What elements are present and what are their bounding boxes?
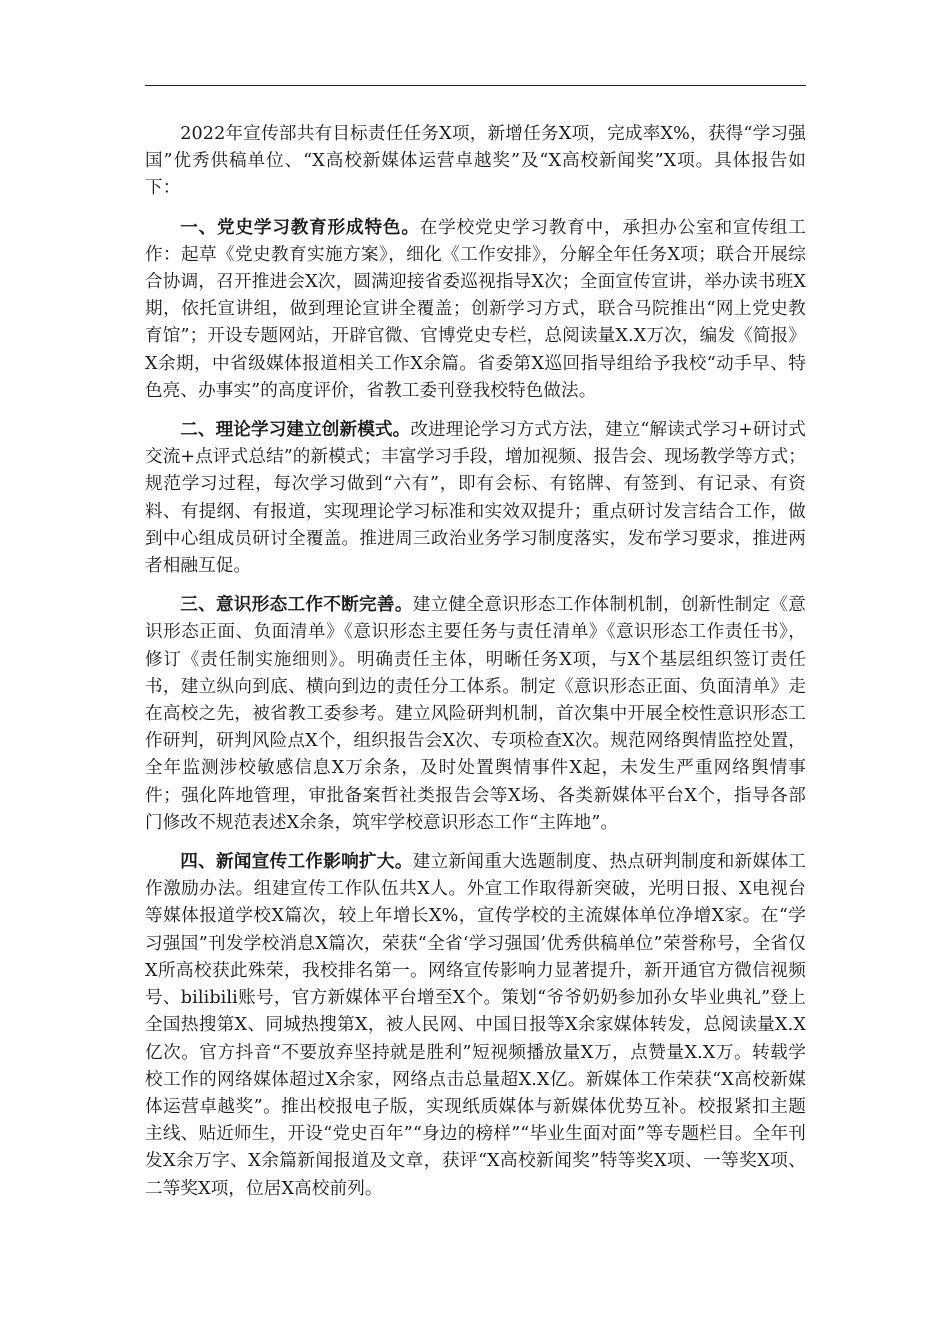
section-3-paragraph — [145, 592, 806, 837]
section-3-heading: 三、意识形态工作不断完善。 — [180, 595, 413, 616]
section-2-heading: 二、理论学习建立创新模式。 — [180, 420, 411, 441]
section-1-body: 在学校党史学习教育中，承担办公室和宣传组工作：起草《党史教育实施方案》，细化《工作安排》，分解全年任务X项；联合开展综合协调，召开推进会X次，圆满迎接省委巡视指导X次；全面宣传宣讲，举办读书班X期，依托宣讲组，做到理论宣讲全覆盖；创新学习方式，联合马院推出“网上党史教育馆”；开设专题网站，开辟官微、官博党史专栏，总阅读量X.X万次，编发《简报》X余期，中省级媒体报道相关工作X余篇。省委第X巡回指导组给予我校“动手早、特色亮、办事实”的高度评价，省教工委刊登我校特色做法。 — [145, 217, 806, 401]
document-body — [145, 121, 806, 1215]
section-2-body: 改进理论学习方式方法，建立“解读式学习+研讨式交流+点评式总结”的新模式；丰富学习手段，增加视频、报告会、现场教学等方式；规范学习过程，每次学习做到“六有”，即有会标、有铭牌、有签到、有记录、有资料、有提纲、有报道，实现理论学习标准和实效双提升；重点研讨发言结合工作，做到中心组成员研讨全覆盖。推进周三政治业务学习制度落实，发布学习要求，推进两者相融互促。 — [145, 420, 806, 577]
section-2-paragraph — [145, 417, 806, 580]
section-4-heading: 四、新闻宣传工作影响扩大。 — [180, 852, 413, 873]
intro-paragraph: 2022年宣传部共有目标责任任务X项，新增任务X项，完成率X%，获得“学习强国”优秀供稿单位、“X高校新媒体运营卓越奖”及“X高校新闻奖”X项。具体报告如下： — [145, 124, 806, 199]
section-1-heading: 一、党史学习教育形成特色。 — [180, 217, 420, 238]
section-4-paragraph — [145, 849, 806, 1203]
header-rule — [145, 85, 806, 86]
section-3-body: 建立健全意识形态工作体制机制，创新性制定《意识形态正面、负面清单》《意识形态主要任务与责任清单》《意识形态工作责任书》，修订《责任制实施细则》。明确责任主体，明晰任务X项，与X个基层组织签订责任书，建立纵向到底、横向到边的责任分工体系。制定《意识形态正面、负面清单》走在高校之先，被省教工委参考。建立风险研判机制，首次集中开展全校性意识形态工作研判，研判风险点X个，组织报告会X次、专项检查X次。规范网络舆情监控处置，全年监测涉校敏感信息X万余条，及时处置舆情事件X起，未发生严重网络舆情事件；强化阵地管理，审批备案哲社类报告会等X场、各类新媒体平台X个，指导各部门修改不规范表述X余条，筑牢学校意识形态工作“主阵地”。 — [145, 595, 806, 833]
section-1-paragraph — [145, 215, 806, 405]
section-4-body: 建立新闻重大选题制度、热点研判制度和新媒体工作激励办法。组建宣传工作队伍共X人。外宣工作取得新突破，光明日报、X电视台等媒体报道学校X篇次，较上年增长X%，宣传学校的主流媒体单位净增X家。在“学习强国”刊发学校消息X篇次，荣获“全省‘学习强国’优秀供稿单位”荣誉称号，全省仅X所高校获此殊荣，我校排名第一。网络宣传影响力显著提升，新开通官方微信视频号、bilibili账号，官方新媒体平台增至X个。策划“爷爷奶奶参加孙女毕业典礼”登上全国热搜第X、同城热搜第X，被人民网、中国日报等X余家媒体转发，总阅读量X.X亿次。官方抖音“不要放弃坚持就是胜利”短视频播放量X万，点赞量X.X万。转载学校工作的网络媒体超过X余家，网络点击总量超X.X亿。新媒体工作荣获“X高校新媒体运营卓越奖”。推出校报电子版，实现纸质媒体与新媒体优势互补。校报紧扣主题主线、贴近师生，开设“党史百年”“身边的榜样”“毕业生面对面”等专题栏目。全年刊发X余万字、X余篇新闻报道及文章，获评“X高校新闻奖”特等奖X项、一等奖X项、二等奖X项，位居X高校前列。 — [145, 852, 806, 1199]
